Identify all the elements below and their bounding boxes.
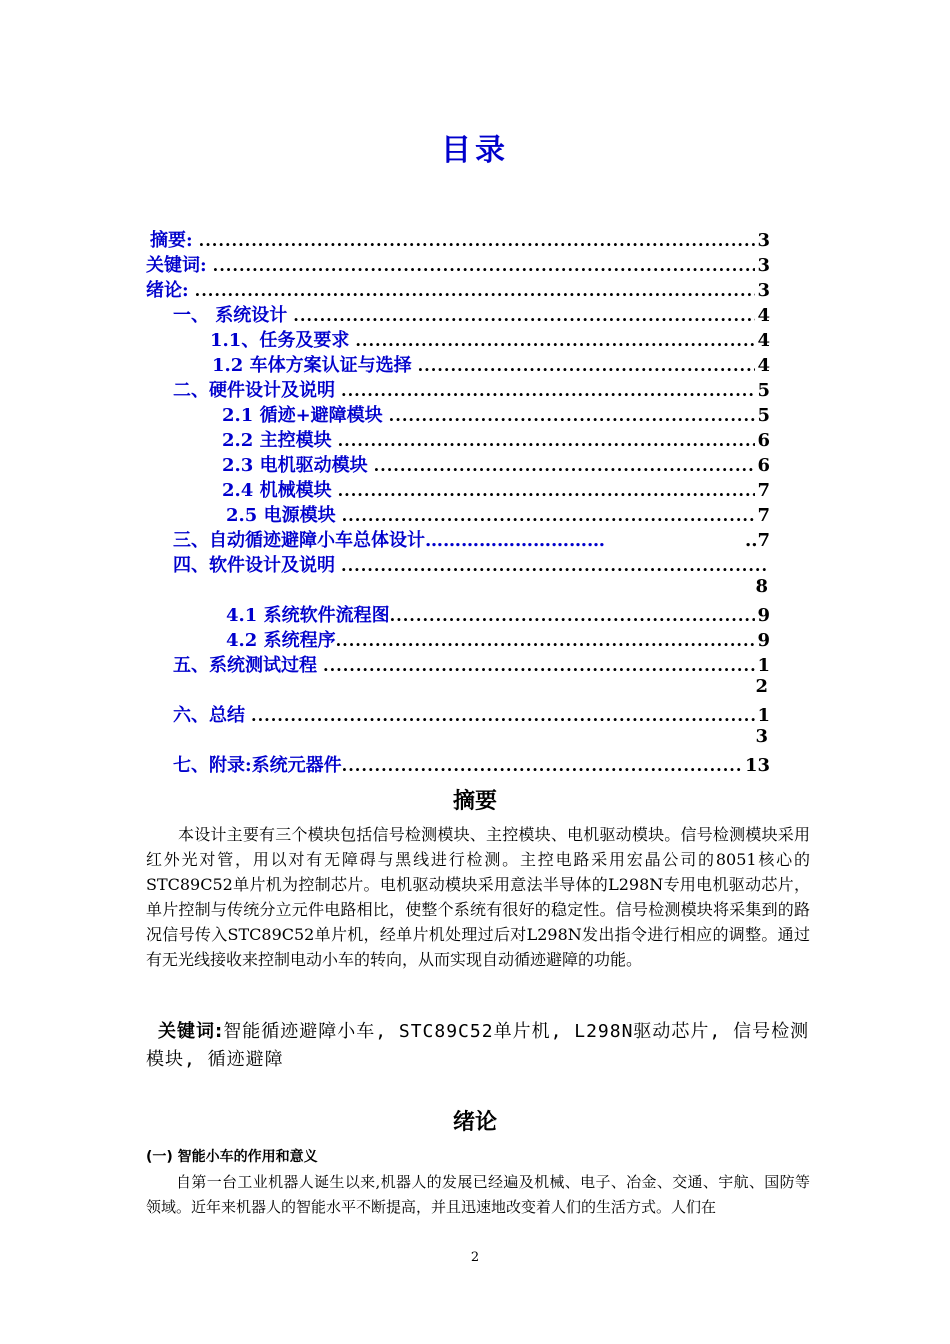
toc-item-page: 5	[757, 405, 770, 426]
page-number: 2	[470, 1250, 480, 1265]
toc-item-summary[interactable]	[173, 701, 770, 726]
toc-item-2-1[interactable]	[222, 401, 770, 426]
toc-item-page: 1	[757, 705, 770, 726]
toc-item-label: 2.1 循迹+避障模块	[222, 405, 383, 426]
toc-item-page: 4	[757, 355, 770, 376]
toc-page-wrap: 2	[755, 676, 768, 697]
toc-item-keywords[interactable]	[146, 251, 770, 276]
toc-item-label: 4.2 系统程序	[226, 630, 336, 651]
toc-item-label: 摘要:	[150, 230, 193, 251]
toc-item-page: 9	[757, 630, 770, 651]
toc-item-appendix[interactable]	[173, 751, 770, 776]
abstract-text: 本设计主要有三个模块包括信号检测模块、主控模块、电机驱动模块。信号检测模块采用红外光对管，用以对有无障碍与黑线进行检测。主控电路采用宏晶公司的8051核心的STC89C52单片机为控制芯片。电机驱动模块采用意法半导体的L298N专用电机驱动芯片，单片控制与传统分立元件电路相比，使整个系统有很好的稳定性。信号检测模块将采集到的路况信号传入STC89C52单片机，经单片机处理过后对L298N发出指令进行相应的调整。通过有无光线接收来控制电动小车的转向，从而实现自动循迹避障的功能。	[146, 825, 810, 969]
toc-item-page: 1	[757, 655, 770, 676]
keywords-label: 关键词:	[158, 1021, 224, 1042]
toc-item-page: 6	[757, 455, 770, 476]
intro-subheading: (一) 智能小车的作用和意义	[146, 1149, 318, 1165]
toc-item-page: 3	[757, 255, 770, 276]
toc-item-page: 4	[757, 330, 770, 351]
toc-item-label: 4.1 系统软件流程图	[226, 605, 390, 626]
toc-item-label: 五、系统测试过程	[173, 655, 317, 676]
toc-page-wrap: 3	[755, 726, 768, 747]
toc-item-label: 2.3 电机驱动模块	[222, 455, 368, 476]
toc-item-2-4[interactable]	[222, 476, 770, 501]
toc-item-2-3[interactable]	[222, 451, 770, 476]
abstract-heading: 摘要	[452, 789, 497, 814]
toc-item-testing[interactable]	[173, 651, 770, 676]
toc-item-label: 四、软件设计及说明	[173, 555, 335, 576]
toc-item-software[interactable]	[173, 551, 770, 576]
toc-item-label: 三、自动循迹避障小车总体设计…………………………	[173, 530, 605, 551]
toc-item-1-2[interactable]	[212, 351, 770, 376]
toc-item-page: 7	[757, 480, 770, 501]
toc-item-page: ..7	[744, 530, 770, 551]
intro-text: 自第一台工业机器人诞生以来,机器人的发展已经遍及机械、电子、冶金、交通、宇航、国防等领域。近年来机器人的智能水平不断提高，并且迅速地改变着人们的生活方式。人们在	[146, 1173, 810, 1216]
toc-item-overall-design[interactable]	[173, 526, 770, 551]
toc-item-label: 2.2 主控模块	[222, 430, 332, 451]
toc-item-label: 1.1、任务及要求	[210, 330, 350, 351]
toc-item-label: 2.4 机械模块	[222, 480, 332, 501]
toc-item-label: 七、附录:系统元器件	[173, 755, 342, 776]
toc-item-label: 2.5 电源模块	[226, 505, 336, 526]
toc-item-page: 9	[757, 605, 770, 626]
toc-item-2-2[interactable]	[222, 426, 770, 451]
toc-page-wrap: 8	[755, 576, 768, 597]
intro-heading: 绪论	[452, 1110, 497, 1135]
keywords-text: 智能循迹避障小车, STC89C52单片机, L298N驱动芯片, 信号检测模块, 循迹避障	[146, 1021, 810, 1070]
toc-item-page: 3	[757, 230, 770, 251]
toc-item-4-2[interactable]	[226, 626, 770, 651]
toc-item-page: 13	[744, 755, 770, 776]
toc-item-page: 6	[757, 430, 770, 451]
toc-item-intro[interactable]	[146, 276, 770, 301]
toc-item-label: 二、硬件设计及说明	[173, 380, 335, 401]
toc-item-label: 关键词:	[146, 255, 207, 276]
toc-item-page: 7	[757, 505, 770, 526]
toc-item-abstract[interactable]	[150, 226, 770, 251]
toc-item-label: 六、总结	[173, 705, 245, 726]
toc-item-page: 3	[757, 280, 770, 301]
toc-item-2-5[interactable]	[226, 501, 770, 526]
toc-item-4-1[interactable]	[226, 601, 770, 626]
toc-item-1-1[interactable]	[210, 326, 770, 351]
toc-item-page: 5	[757, 380, 770, 401]
keywords-block	[146, 1018, 810, 1074]
toc-item-label: 一、 系统设计	[173, 305, 288, 326]
toc-item-system-design[interactable]	[173, 301, 770, 326]
toc-title: 目录	[441, 133, 509, 168]
toc-item-label: 1.2 车体方案认证与选择	[212, 355, 412, 376]
toc-item-hardware[interactable]	[173, 376, 770, 401]
toc-item-label: 绪论:	[146, 280, 189, 301]
toc-item-page: 4	[757, 305, 770, 326]
